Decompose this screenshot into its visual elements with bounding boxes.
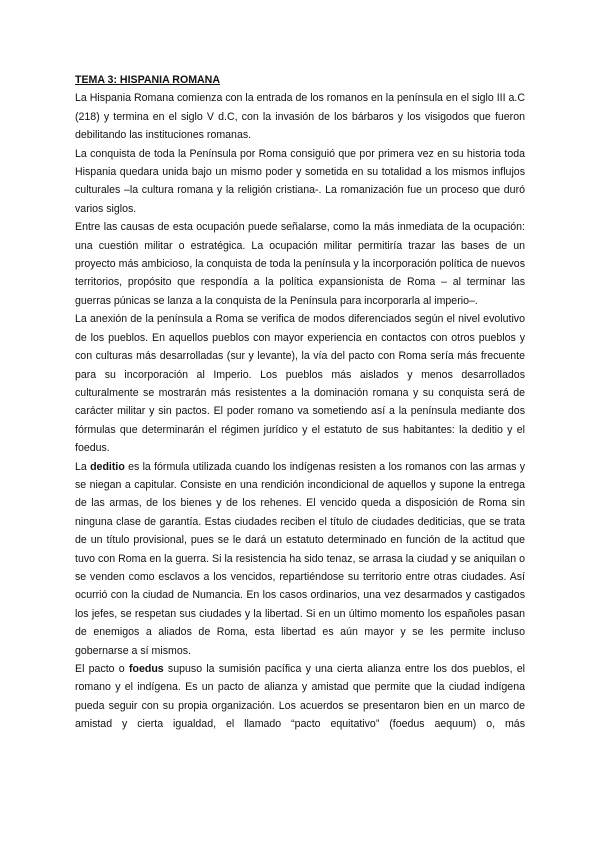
paragraph-anexion: La anexión de la península a Roma se verifica de modos diferenciados según el nivel evolutivo de los pueblos. En aquellos pueblos con mayor experiencia en contactos con otros pueblos y con culturas más desarrolladas (sur y levante), la vía del pacto con Roma sería más frecuente para su incorporación al Imperio. Los pueblos más aislados y menos desarrollados culturalmente se mostrarán más resistentes a la dominación romana y su conquista será de carácter militar y sin pactos. El poder romano va sometiendo así a la península mediante dos fórmulas que determinarán el régimen jurídico y el estatuto de sus habitantes: la deditio y el foedus. [75,313,525,455]
foedus-body: supuso la sumisión pacífica y una cierta alianza entre los dos pueblos, el romano y el indígena. Es un pacto de alianza y amistad que permite que la ciudad indígena pueda seguir con su propia organización. Los acuerdos se presentaron bien en un marco de amistad y cierta igualdad, el llamado “pacto equitativo” (foedus aequum) o, más [75,663,526,731]
paragraph-causas: Entre las causas de esta ocupación puede señalarse, como la más inmediata de la ocupación: una cuestión militar o estratégica. La ocupación militar permitiría trazar las bases de un proyecto más ambicioso, la conquista de toda la península y la incorporación política de nuevos territorios, propósito que respondía a la política expansionista de Roma – al terminar las guerras púnicas se lanza a la conquista de la Península para incorporarla al imperio–. [75,221,525,307]
paragraph-deditio [75,458,525,660]
foedus-term: foedus [128,663,164,675]
deditio-body: es la fórmula utilizada cuando los indígenas resisten a los romanos con las armas y se niegan a capitular. Consiste en una rendición incondicional de aquellos y supone la entrega de las armas, de los bienes y de los rehenes. El vencido queda a disposición de Roma sin ninguna clase de garantía. Estas ciudades reciben el título de ciudades dediticias, que se trata de un título provisional, pues se le dará un estatuto determinado en función de la actitud que tuvo con Roma en la guerra. Si la resistencia ha sido tenaz, se arrasa la ciudad y se aniquilan o se venden como esclavos a los vencidos, repartiéndose su territorio entre otras ciudades. Así ocurrió con la ciudad de Numancia. En los casos ordinarios, una vez desarmados y castigados los jefes, se respetan sus ciudades y la libertad. Si en un último momento los españoles pasan de enemigos a aliados de Roma, esta libertad es aún mayor y se les permite incluso gobernarse a sí mismos. [75,460,525,657]
foedus-pre: El pacto o [75,663,129,675]
paragraph-conquista: La conquista de toda la Península por Roma consiguió que por primera vez en su historia toda Hispania quedara unida bajo un mismo poder y sometida en su totalidad a los mismos influjos culturales –la cultura romana y la religión cristiana-. La romanización fue un proceso que duró varios siglos. [75,147,525,215]
document-title: TEMA 3: HISPANIA ROMANA [75,74,220,86]
paragraph-foedus [75,660,525,734]
deditio-pre: La [75,460,91,473]
paragraph-intro: La Hispania Romana comienza con la entrada de los romanos en la península en el siglo III a.C (218) y termina en el siglo V d.C, con la invasión de los bárbaros y los visigodos que fueron debilitando las instituciones romanas. [75,92,525,142]
deditio-term: deditio [90,460,125,473]
